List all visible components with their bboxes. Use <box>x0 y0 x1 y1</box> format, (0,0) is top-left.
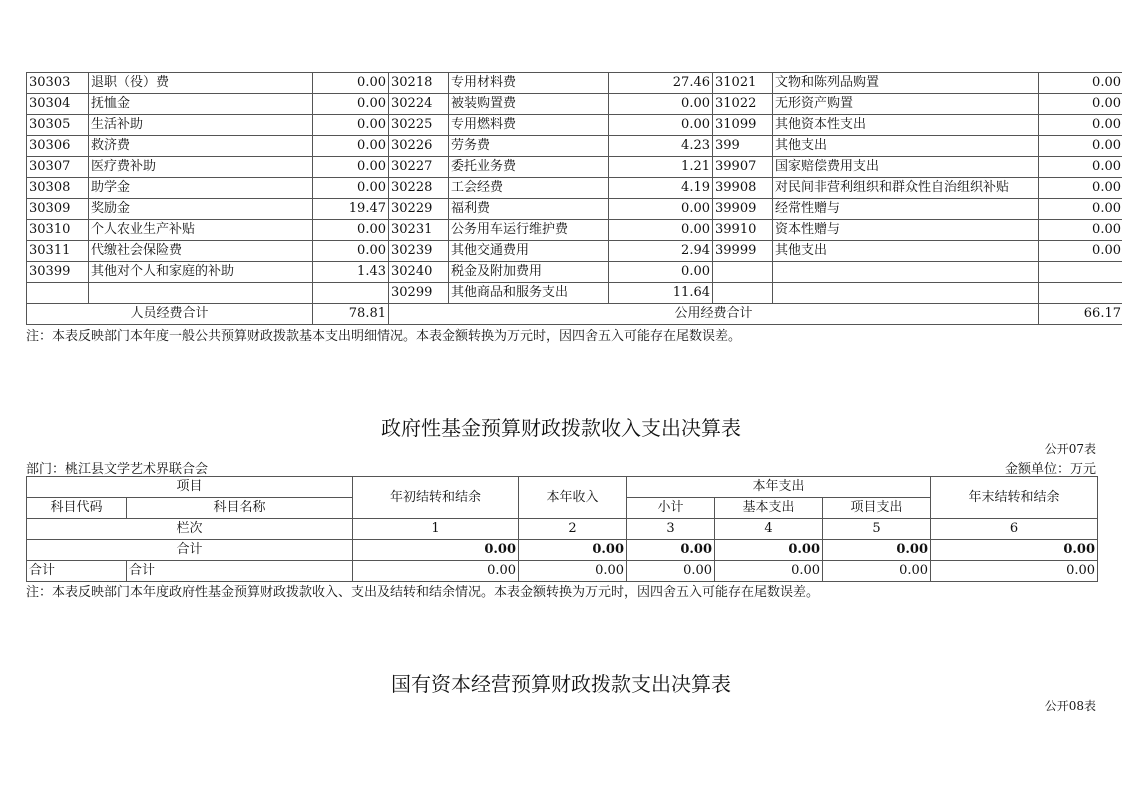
personnel-total-label: 人员经费合计 <box>27 304 313 325</box>
column-number: 3 <box>627 519 715 540</box>
cell-name-personnel: 助学金 <box>89 178 313 199</box>
cell-amount-public: 0.00 <box>609 115 713 136</box>
cell-name-personnel: 个人农业生产补贴 <box>89 220 313 241</box>
cell-amount-capital: 0.00 <box>1039 136 1122 157</box>
basic-expenditure-rows <box>27 73 1122 304</box>
cell-code-personnel <box>27 283 89 304</box>
cell-code-public: 30227 <box>389 157 449 178</box>
cell-name-capital: 其他支出 <box>773 136 1039 157</box>
cell-amount-capital <box>1039 262 1122 283</box>
total-value: 0.00 <box>627 540 715 561</box>
column-number: 5 <box>823 519 931 540</box>
cell-code-personnel: 30311 <box>27 241 89 262</box>
row-value: 0.00 <box>627 561 715 582</box>
column-number: 4 <box>715 519 823 540</box>
column-number: 1 <box>353 519 519 540</box>
cell-name-capital: 资本性赠与 <box>773 220 1039 241</box>
section3-title: 国有资本经营预算财政拨款支出决算表 <box>391 672 731 696</box>
cell-name-public: 劳务费 <box>449 136 609 157</box>
table-row <box>27 178 1122 199</box>
cell-name-capital: 经常性赠与 <box>773 199 1039 220</box>
cell-amount-personnel <box>313 283 389 304</box>
table-row <box>27 241 1122 262</box>
cell-name-capital <box>773 283 1039 304</box>
cell-name-capital: 对民间非营利组织和群众性自治组织补贴 <box>773 178 1039 199</box>
cell-code-capital: 39910 <box>713 220 773 241</box>
cell-code-capital: 31099 <box>713 115 773 136</box>
row-value: 0.00 <box>715 561 823 582</box>
cell-amount-personnel: 0.00 <box>313 178 389 199</box>
cell-amount-public: 2.94 <box>609 241 713 262</box>
cell-name-personnel: 抚恤金 <box>89 94 313 115</box>
cell-amount-public: 27.46 <box>609 73 713 94</box>
cell-code-public: 30239 <box>389 241 449 262</box>
table-row <box>27 220 1122 241</box>
total-row <box>27 540 1098 561</box>
table-row <box>27 73 1122 94</box>
cell-amount-personnel: 1.43 <box>313 262 389 283</box>
row-value: 0.00 <box>823 561 931 582</box>
total-value: 0.00 <box>519 540 627 561</box>
header-project: 项目支出 <box>823 498 931 519</box>
cell-name-public: 税金及附加费用 <box>449 262 609 283</box>
column-number: 2 <box>519 519 627 540</box>
column-number: 6 <box>931 519 1098 540</box>
cell-name-personnel <box>89 283 313 304</box>
personnel-total-value: 78.81 <box>313 304 389 325</box>
table-total-row <box>27 304 1122 325</box>
cell-code-capital: 39907 <box>713 157 773 178</box>
cell-code-personnel: 30303 <box>27 73 89 94</box>
cell-code-public: 30228 <box>389 178 449 199</box>
cell-amount-public: 0.00 <box>609 199 713 220</box>
cell-name-capital: 无形资产购置 <box>773 94 1039 115</box>
cell-amount-capital: 0.00 <box>1039 73 1122 94</box>
cell-amount-personnel: 0.00 <box>313 94 389 115</box>
cell-amount-personnel: 19.47 <box>313 199 389 220</box>
header-closing-balance: 年末结转和结余 <box>931 477 1098 519</box>
cell-amount-personnel: 0.00 <box>313 136 389 157</box>
total-value: 0.00 <box>823 540 931 561</box>
table-row <box>27 262 1122 283</box>
cell-code-capital: 399 <box>713 136 773 157</box>
cell-code-capital: 31022 <box>713 94 773 115</box>
table-row <box>27 199 1122 220</box>
cell-amount-capital: 0.00 <box>1039 199 1122 220</box>
cell-name-public: 专用燃料费 <box>449 115 609 136</box>
section2-note: 注：本表反映部门本年度政府性基金预算财政拨款收入、支出及结转和结余情况。本表金额转换为万元时，因四舍五入可能存在尾数误差。 <box>26 585 820 600</box>
cell-amount-public: 1.21 <box>609 157 713 178</box>
row-value: 0.00 <box>353 561 519 582</box>
total-row-label: 合计 <box>27 540 353 561</box>
cell-name-capital: 文物和陈列品购置 <box>773 73 1039 94</box>
table-row <box>27 157 1122 178</box>
header-subject-code: 科目代码 <box>27 498 127 519</box>
table-row <box>27 283 1122 304</box>
cell-code-personnel: 30304 <box>27 94 89 115</box>
cell-amount-personnel: 0.00 <box>313 73 389 94</box>
cell-code-personnel: 30309 <box>27 199 89 220</box>
cell-name-public: 委托业务费 <box>449 157 609 178</box>
cell-name-capital <box>773 262 1039 283</box>
cell-code-public: 30224 <box>389 94 449 115</box>
cell-amount-personnel: 0.00 <box>313 241 389 262</box>
public-total-value: 66.17 <box>1039 304 1122 325</box>
section2-unit: 金额单位：万元 <box>1004 462 1096 477</box>
table-row <box>27 94 1122 115</box>
cell-amount-public: 4.19 <box>609 178 713 199</box>
cell-amount-capital: 0.00 <box>1039 94 1122 115</box>
section2-form-number: 公开07表 <box>1044 442 1096 456</box>
basic-expenditure-detail-table <box>26 72 1122 325</box>
cell-amount-public: 11.64 <box>609 283 713 304</box>
cell-name-personnel: 其他对个人和家庭的补助 <box>89 262 313 283</box>
cell-code-public: 30226 <box>389 136 449 157</box>
cell-name-public: 被装购置费 <box>449 94 609 115</box>
total-value: 0.00 <box>715 540 823 561</box>
total-value: 0.00 <box>353 540 519 561</box>
header-item: 项目 <box>27 477 353 498</box>
cell-amount-public: 4.23 <box>609 136 713 157</box>
cell-code-public: 30231 <box>389 220 449 241</box>
cell-name-personnel: 退职（役）费 <box>89 73 313 94</box>
cell-code-personnel: 30307 <box>27 157 89 178</box>
row-value: 0.00 <box>931 561 1098 582</box>
cell-code-personnel: 30306 <box>27 136 89 157</box>
cell-name-personnel: 生活补助 <box>89 115 313 136</box>
header-subtotal: 小计 <box>627 498 715 519</box>
header-expenditure: 本年支出 <box>627 477 931 498</box>
cell-name-public: 工会经费 <box>449 178 609 199</box>
row-subject-name: 合计 <box>127 561 353 582</box>
cell-code-capital: 31021 <box>713 73 773 94</box>
row-value: 0.00 <box>519 561 627 582</box>
section2-department: 部门：桃江县文学艺术界联合会 <box>26 462 209 477</box>
cell-code-public: 30240 <box>389 262 449 283</box>
header-subject-name: 科目名称 <box>127 498 353 519</box>
cell-name-capital: 国家赔偿费用支出 <box>773 157 1039 178</box>
cell-amount-capital: 0.00 <box>1039 220 1122 241</box>
cell-name-public: 其他商品和服务支出 <box>449 283 609 304</box>
cell-amount-capital: 0.00 <box>1039 157 1122 178</box>
header-income: 本年收入 <box>519 477 627 519</box>
government-fund-table <box>26 476 1098 582</box>
cell-amount-public: 0.00 <box>609 94 713 115</box>
cell-name-capital: 其他资本性支出 <box>773 115 1039 136</box>
cell-code-capital: 39909 <box>713 199 773 220</box>
public-total-label: 公用经费合计 <box>389 304 1039 325</box>
cell-amount-personnel: 0.00 <box>313 115 389 136</box>
cell-code-personnel: 30310 <box>27 220 89 241</box>
cell-name-public: 福利费 <box>449 199 609 220</box>
column-number-label: 栏次 <box>27 519 353 540</box>
cell-code-personnel: 30399 <box>27 262 89 283</box>
cell-code-capital: 39908 <box>713 178 773 199</box>
cell-code-public: 30225 <box>389 115 449 136</box>
cell-name-personnel: 医疗费补助 <box>89 157 313 178</box>
cell-code-capital <box>713 262 773 283</box>
header-opening-balance: 年初结转和结余 <box>353 477 519 519</box>
cell-name-capital: 其他支出 <box>773 241 1039 262</box>
cell-code-capital <box>713 283 773 304</box>
cell-code-capital: 39999 <box>713 241 773 262</box>
cell-amount-public: 0.00 <box>609 220 713 241</box>
cell-amount-capital: 0.00 <box>1039 178 1122 199</box>
cell-amount-personnel: 0.00 <box>313 157 389 178</box>
total-value: 0.00 <box>931 540 1098 561</box>
table-row <box>27 136 1122 157</box>
cell-code-personnel: 30305 <box>27 115 89 136</box>
cell-name-personnel: 代缴社会保险费 <box>89 241 313 262</box>
cell-name-personnel: 奖励金 <box>89 199 313 220</box>
cell-amount-public: 0.00 <box>609 262 713 283</box>
cell-code-public: 30218 <box>389 73 449 94</box>
cell-name-public: 其他交通费用 <box>449 241 609 262</box>
cell-name-public: 专用材料费 <box>449 73 609 94</box>
column-number-row <box>27 519 1098 540</box>
section2-title: 政府性基金预算财政拨款收入支出决算表 <box>381 416 741 440</box>
cell-name-public: 公务用车运行维护费 <box>449 220 609 241</box>
cell-amount-capital: 0.00 <box>1039 115 1122 136</box>
table-row <box>27 115 1122 136</box>
cell-code-public: 30229 <box>389 199 449 220</box>
table-row <box>27 561 1098 582</box>
section3-form-number: 公开08表 <box>1044 699 1096 713</box>
table1-note: 注：本表反映部门本年度一般公共预算财政拨款基本支出明细情况。本表金额转换为万元时，因四舍五入可能存在尾数误差。 <box>26 329 742 344</box>
cell-amount-capital: 0.00 <box>1039 241 1122 262</box>
cell-code-public: 30299 <box>389 283 449 304</box>
row-subject-code: 合计 <box>27 561 127 582</box>
cell-amount-personnel: 0.00 <box>313 220 389 241</box>
cell-amount-capital <box>1039 283 1122 304</box>
cell-name-personnel: 救济费 <box>89 136 313 157</box>
header-basic: 基本支出 <box>715 498 823 519</box>
cell-code-personnel: 30308 <box>27 178 89 199</box>
